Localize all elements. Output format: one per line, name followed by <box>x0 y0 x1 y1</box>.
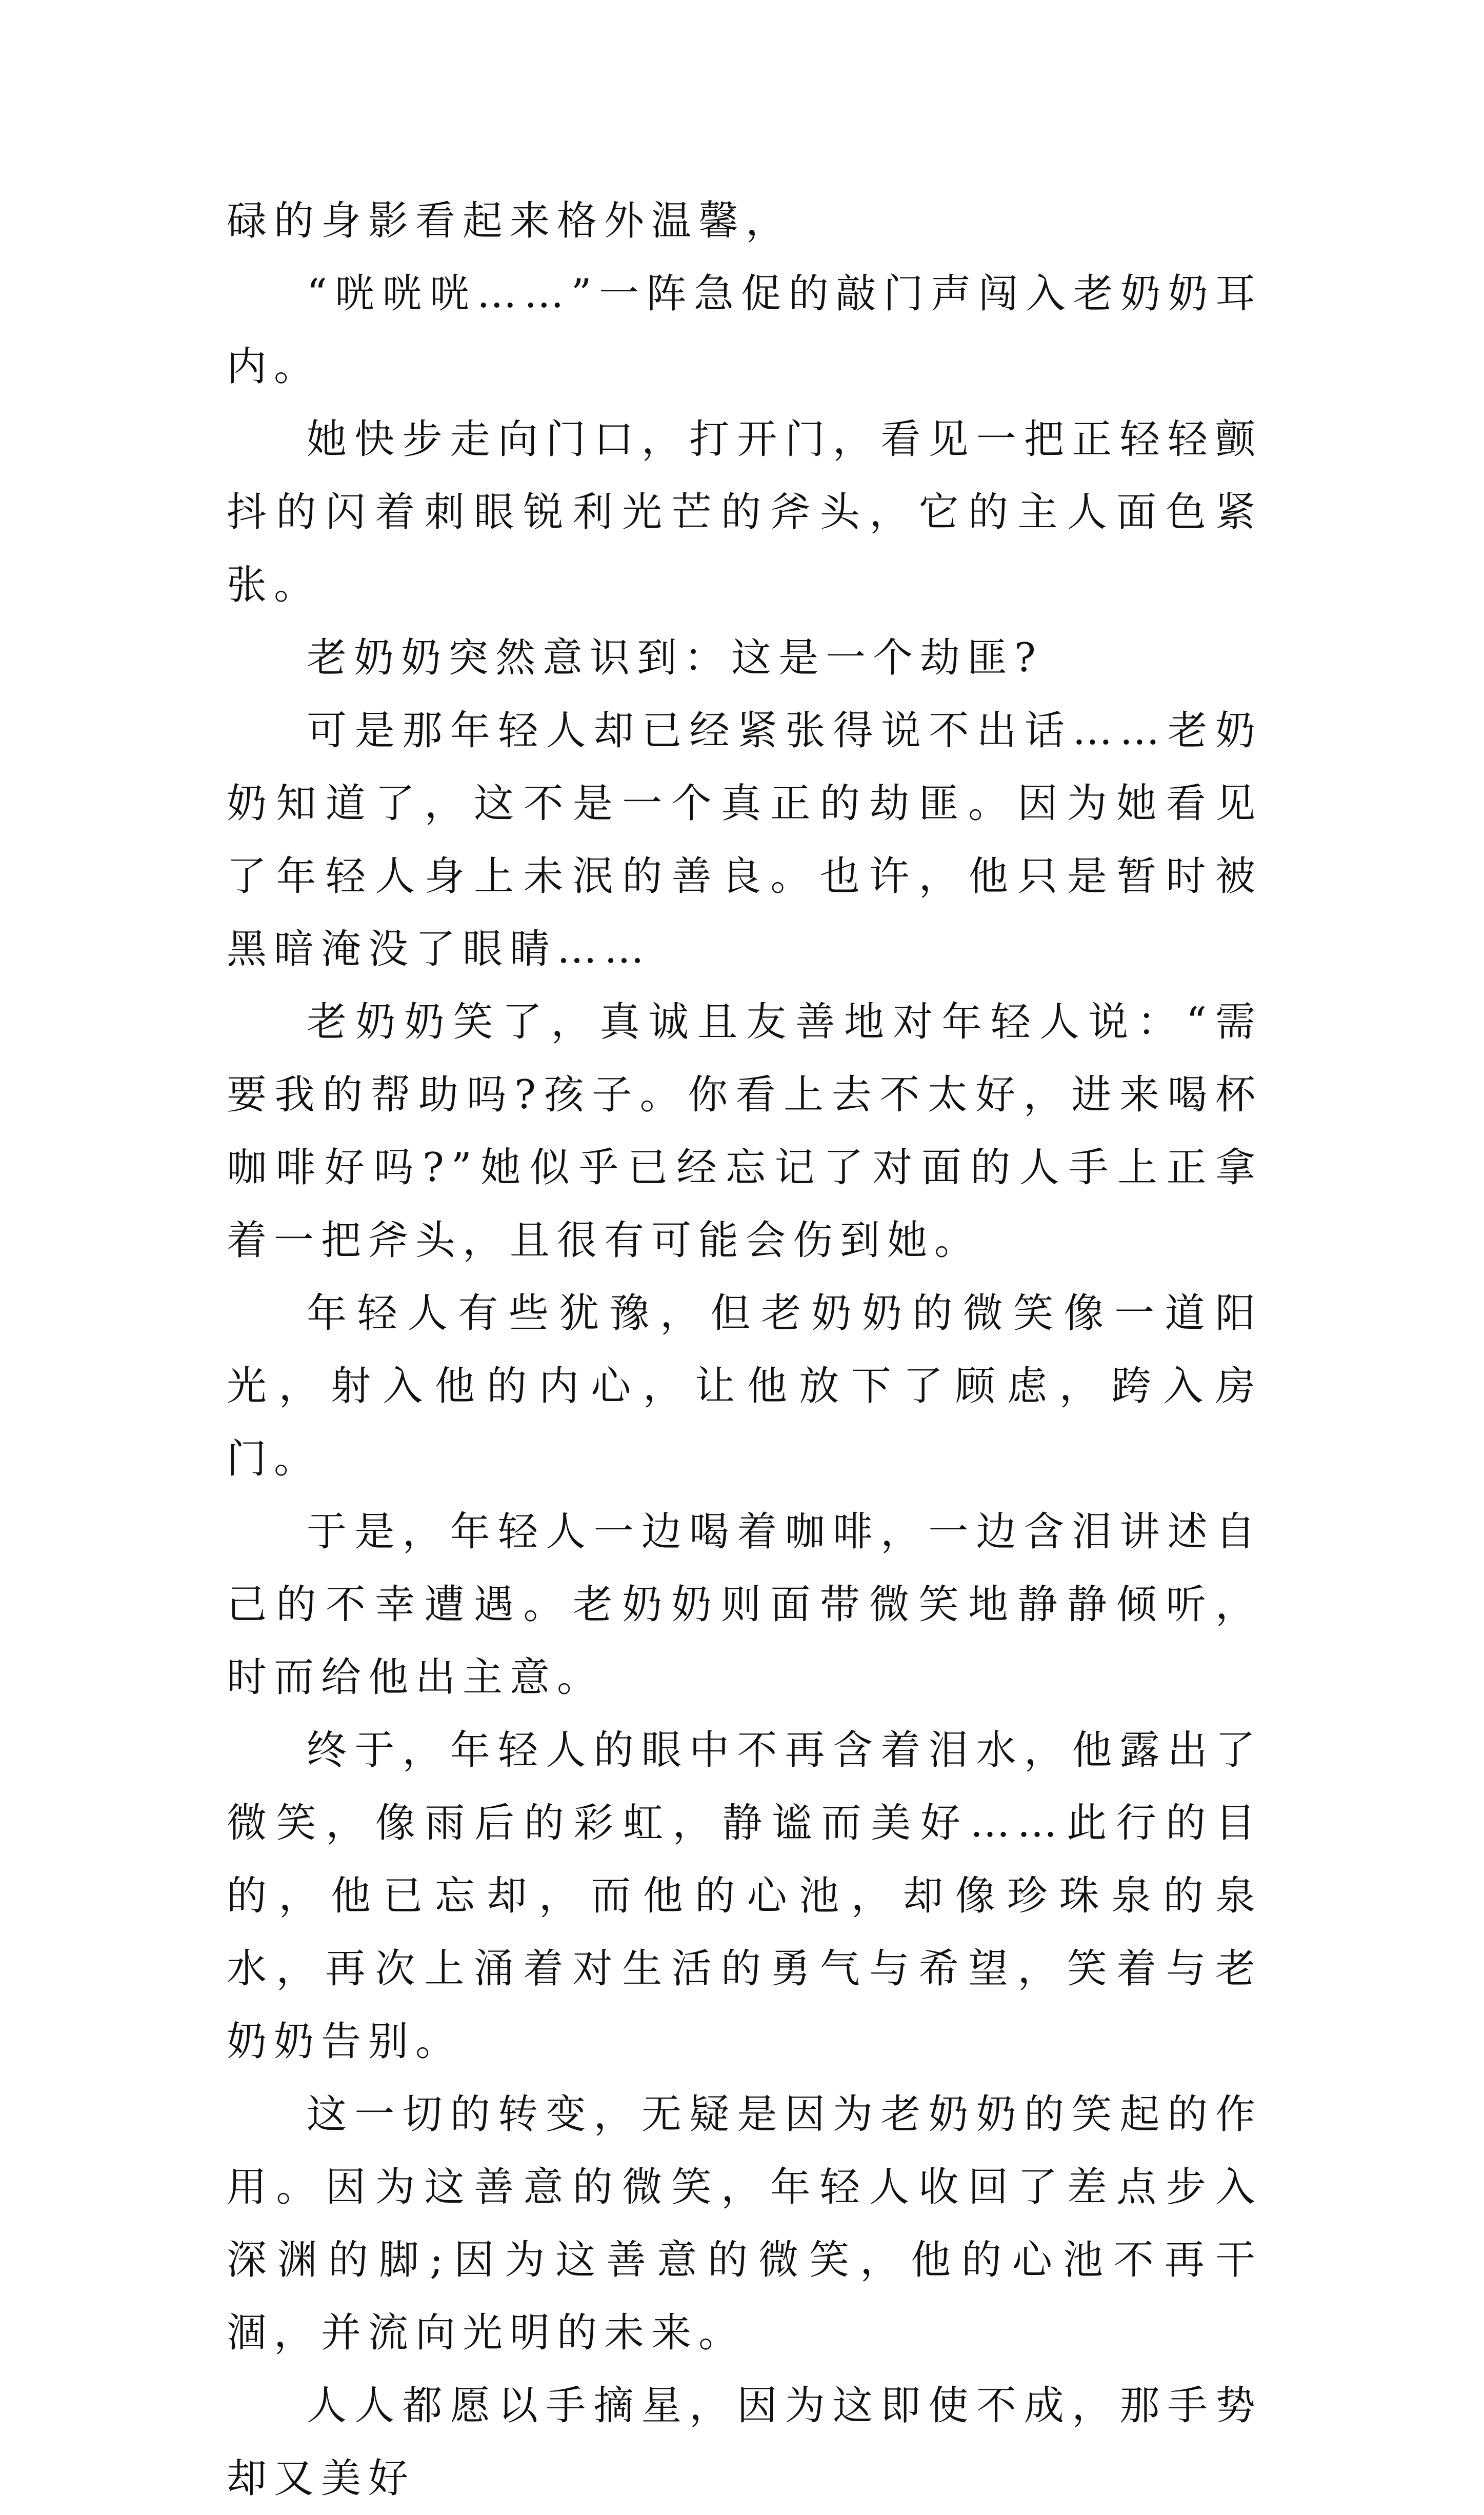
paragraph: 老奶奶突然意识到：这是一个劫匪? <box>307 635 1043 681</box>
paragraph: “咣咣咣……”一阵急促的敲门声闯入老奶奶耳内。 <box>227 271 1262 390</box>
body-text <box>227 185 1262 2515</box>
paragraph: 碌的身影看起来格外温馨， <box>227 198 793 244</box>
paragraph: 终于，年轻人的眼中不再含着泪水，他露出了微笑，像雨后的彩虹，静谧而美好……此行的目的，他已忘却，而他的心池，却像珍珠泉的泉水，再次上涌着对生活的勇气与希望，笑着与老奶奶告别。 <box>227 1727 1262 2065</box>
paragraph: 老奶奶笑了，真诚且友善地对年轻人说：“需要我的帮助吗?孩子。你看上去不太好，进来喝杯咖啡好吗?”她似乎已经忘记了对面的人手上正拿着一把斧头，且很有可能会伤到她。 <box>227 999 1262 1264</box>
paragraph: 年轻人有些犹豫，但老奶奶的微笑像一道阳光，射入他的内心，让他放下了顾虑，跨入房门。 <box>227 1290 1262 1482</box>
paragraph: 人人都愿以手摘星，因为这即使不成，那手势却又美好 <box>227 2383 1262 2502</box>
paragraph: 这一切的转变，无疑是因为老奶奶的笑起的作用。因为这善意的微笑，年轻人收回了差点步入深渊的脚;因为这善意的微笑，他的心池不再干涸，并流向光明的未来。 <box>227 2091 1262 2356</box>
paragraph: 于是，年轻人一边喝着咖啡，一边含泪讲述自己的不幸遭遇。老奶奶则面带微笑地静静倾听，时而给他出主意。 <box>227 1509 1262 1701</box>
paragraph: 可是那年轻人却已经紧张得说不出话……老奶奶知道了，这不是一个真正的劫匪。因为她看见了年轻人身上未泯的善良。也许，他只是暂时被黑暗淹没了眼睛…… <box>227 708 1262 972</box>
paragraph: 她快步走向门口，打开门，看见一把正轻轻颤抖的闪着刺眼锐利光芒的斧头，它的主人面色紧张。 <box>227 416 1262 608</box>
